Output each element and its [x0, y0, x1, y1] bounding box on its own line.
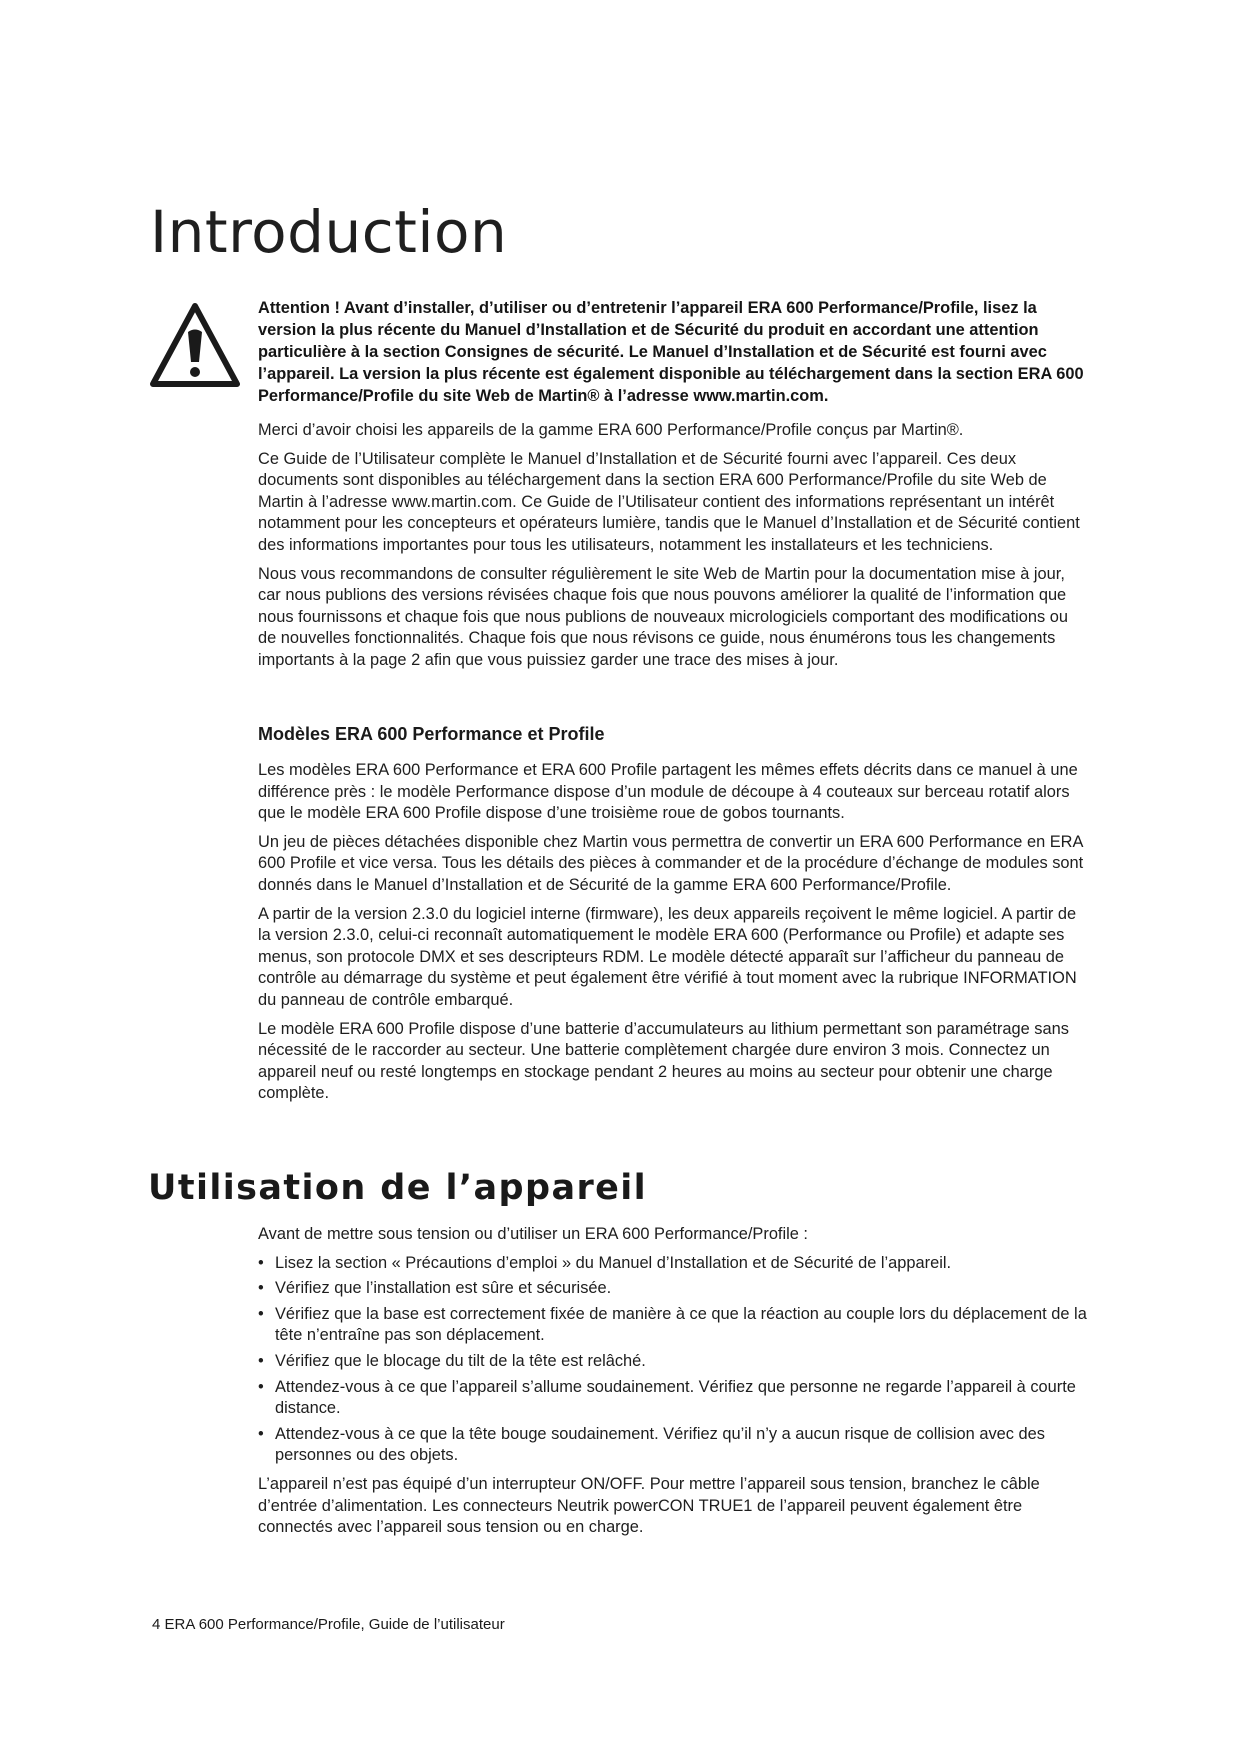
bullet-symbol: • [258, 1424, 264, 1443]
list-item [258, 1351, 1088, 1373]
list-item [258, 1278, 1088, 1300]
precaution-list [258, 1253, 1088, 1467]
bullet-symbol: • [258, 1304, 264, 1323]
models-body [258, 760, 1088, 1112]
list-item-text: Attendez-vous à ce que la tête bouge soudainement. Vérifiez qu’il n’y a aucun risque de collision avec des personnes ou des objets. [275, 1424, 1045, 1465]
list-item-text: Vérifiez que la base est correctement fixée de manière à ce que la réaction au couple lors du déplacement de la tête n’entraîne pas son déplacement. [275, 1304, 1087, 1345]
list-item-text: Attendez-vous à ce que l’appareil s’allume soudainement. Vérifiez que personne ne regarde l’appareil à courte distance. [275, 1377, 1076, 1418]
bullet-symbol: • [258, 1253, 264, 1272]
paragraph: Les modèles ERA 600 Performance et ERA 600 Profile partagent les mêmes effets décrits dans ce manuel à une différence près : le modèle Performance dispose d’un module de découpe à 4 couteaux sur berceau rotatif alors que le modèle ERA 600 Profile dispose d’une troisième roue de gobos tournants. [258, 761, 1078, 823]
paragraph: Un jeu de pièces détachées disponible chez Martin vous permettra de convertir un ERA 600 Performance en ERA 600 Profile et vice versa. Tous les détails des pièces à commander et de la procédure d’échange de modules sont donnés dans le Manuel d’Installation et de Sécurité de la gamme ERA 600 Performance/Profile. [258, 832, 1084, 894]
list-item-text: Lisez la section « Précautions d’emploi » du Manuel d’Installation et de Sécurité de l’appareil. [275, 1253, 952, 1272]
section-title: Utilisation de l’appareil [148, 1168, 648, 1208]
models-heading: Modèles ERA 600 Performance et Profile [258, 724, 605, 744]
usage-body [258, 1224, 1088, 1546]
page-title: Introduction [150, 198, 508, 266]
paragraph: Le modèle ERA 600 Profile dispose d’une batterie d’accumulateurs au lithium permettant son paramétrage sans nécessité de le raccorder au secteur. Une batterie complètement chargée dure environ 3 mois. Connectez un appareil neuf ou resté longtemps en stockage pendant 2 heures au moins au secteur pour obtenir une charge complète. [258, 1019, 1069, 1103]
list-item-text: Vérifiez que l’installation est sûre et sécurisée. [275, 1279, 612, 1298]
bullet-symbol: • [258, 1377, 264, 1396]
warning-triangle-icon [148, 300, 242, 390]
list-item [258, 1424, 1088, 1467]
safety-warning: Attention ! Avant d’installer, d’utiliser ou d’entretenir l’appareil ERA 600 Performance/Profile, lisez la version la plus récente du Manuel d’Installation et de Sécurité du produit en accordant une attention particulière à la section Consignes de sécurité. Le Manuel d’Installation et de Sécurité est fourni avec l’appareil. La version la plus récente est également disponible au téléchargement dans la section ERA 600 Performance/Profile du site Web de Martin® à l’adresse www.martin.com. [258, 299, 1084, 405]
paragraph: Ce Guide de l’Utilisateur complète le Manuel d’Installation et de Sécurité fourni avec l’appareil. Ces deux documents sont disponibles au téléchargement dans la section ERA 600 Performance/Profile du site Web de Martin à l’adresse www.martin.com. Ce Guide de l’Utilisateur contient des informations représentant un intérêt notamment pour les concepteurs et opérateurs lumière, tandis que le Manuel d’Installation et de Sécurité contient des informations importantes pour tous les utilisateurs, notamment les installateurs et les techniciens. [258, 449, 1080, 554]
bullet-symbol: • [258, 1351, 264, 1370]
list-item-text: Vérifiez que le blocage du tilt de la tête est relâché. [275, 1351, 646, 1370]
list-item [258, 1253, 1088, 1275]
usage-intro: Avant de mettre sous tension ou d’utiliser un ERA 600 Performance/Profile : [258, 1225, 808, 1243]
paragraph: A partir de la version 2.3.0 du logiciel interne (firmware), les deux appareils reçoivent le même logiciel. A partir de la version 2.3.0, celui-ci reconnaît automatiquement le modèle ERA 600 (Performance ou Profile) et adapte ses menus, son protocole DMX et ses descripteurs RDM. Le modèle détecté apparaît sur l’afficheur du panneau de contrôle au démarrage du système et peut également être vérifié à tout moment avec la rubrique INFORMATION du panneau de contrôle embarqué. [258, 904, 1077, 1009]
list-item [258, 1377, 1088, 1420]
paragraph: Merci d’avoir choisi les appareils de la gamme ERA 600 Performance/Profile conçus par Martin®. [258, 421, 964, 439]
bullet-symbol: • [258, 1279, 264, 1298]
paragraph: Nous vous recommandons de consulter régulièrement le site Web de Martin pour la documentation mise à jour, car nous publions des versions révisées chaque fois que nous pouvons améliorer la qualité de l’information que nous fournissons et chaque fois que nous publions de nouveaux micrologiciels comportant des modifications ou de nouvelles fonctionnalités. Chaque fois que nous révisons ce guide, nous énumérons tous les changements importants à la page 2 afin que vous puissiez garder une trace des mises à jour. [258, 564, 1069, 669]
intro-body [258, 420, 1088, 679]
usage-closing: L’appareil n’est pas équipé d’un interrupteur ON/OFF. Pour mettre l’appareil sous tension, branchez le câble d’entrée d’alimentation. Les connecteurs Neutrik powerCON TRUE1 de l’appareil peuvent également être connectés avec l’appareil sous tension ou en charge. [258, 1474, 1040, 1537]
list-item [258, 1304, 1088, 1347]
page-footer: 4 ERA 600 Performance/Profile, Guide de l’utilisateur [152, 1616, 505, 1633]
